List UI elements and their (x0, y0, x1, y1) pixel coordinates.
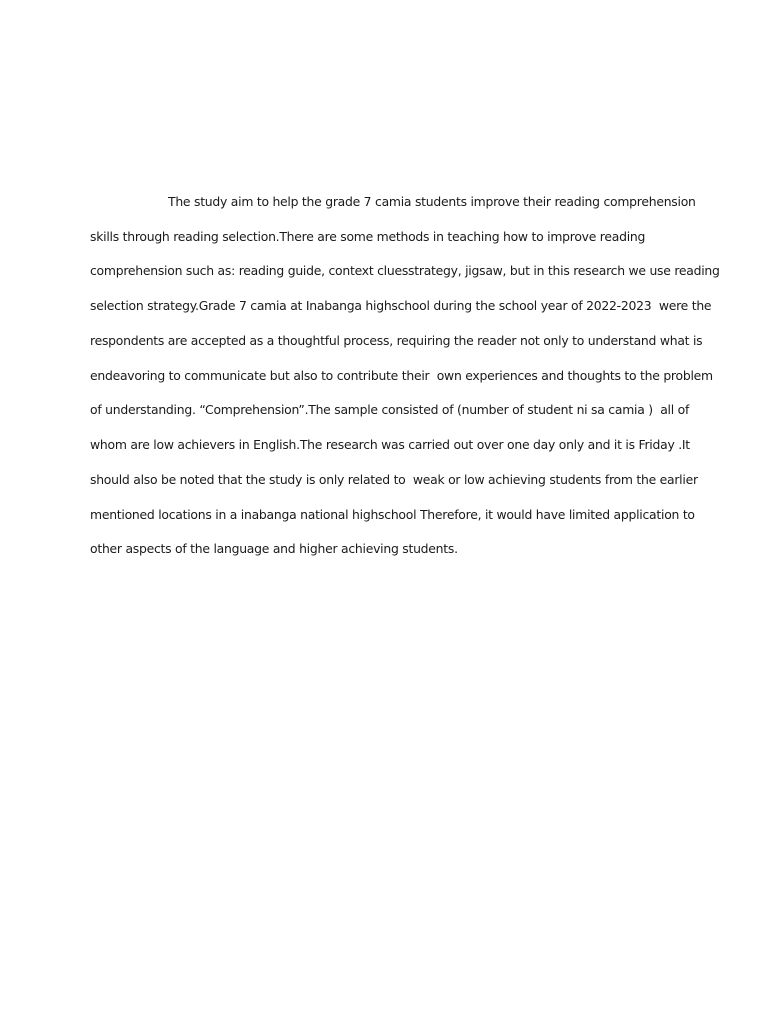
paragraph-line: other aspects of the language and higher achieving students. (90, 541, 458, 556)
paragraph-line: skills through reading selection.There are some methods in teaching how to improve reading (90, 229, 646, 244)
paragraph-line: respondents are accepted as a thoughtful process, requiring the reader not only to understand what is (90, 333, 703, 348)
paragraph-line: should also be noted that the study is only related to weak or low achieving students from the earlier (90, 472, 698, 487)
paragraph-line: of understanding. “Comprehension”.The sample consisted of (number of student ni sa camia ) all of (90, 402, 690, 417)
paragraph-line: endeavoring to communicate but also to contribute their own experiences and thoughts to the problem (90, 368, 713, 383)
paragraph-line: The study aim to help the grade 7 camia students improve their reading comprehension (168, 194, 696, 209)
paragraph-line: mentioned locations in a inabanga national highschool Therefore, it would have limited application to (90, 507, 695, 522)
paragraph-line: selection strategy.Grade 7 camia at Inabanga highschool during the school year of 2022-2023 were the (90, 298, 712, 313)
paragraph-line: comprehension such as: reading guide, context cluesstrategy, jigsaw, but in this research we use reading (90, 263, 720, 278)
paragraph-line: whom are low achievers in English.The research was carried out over one day only and it is Friday .It (90, 437, 690, 452)
